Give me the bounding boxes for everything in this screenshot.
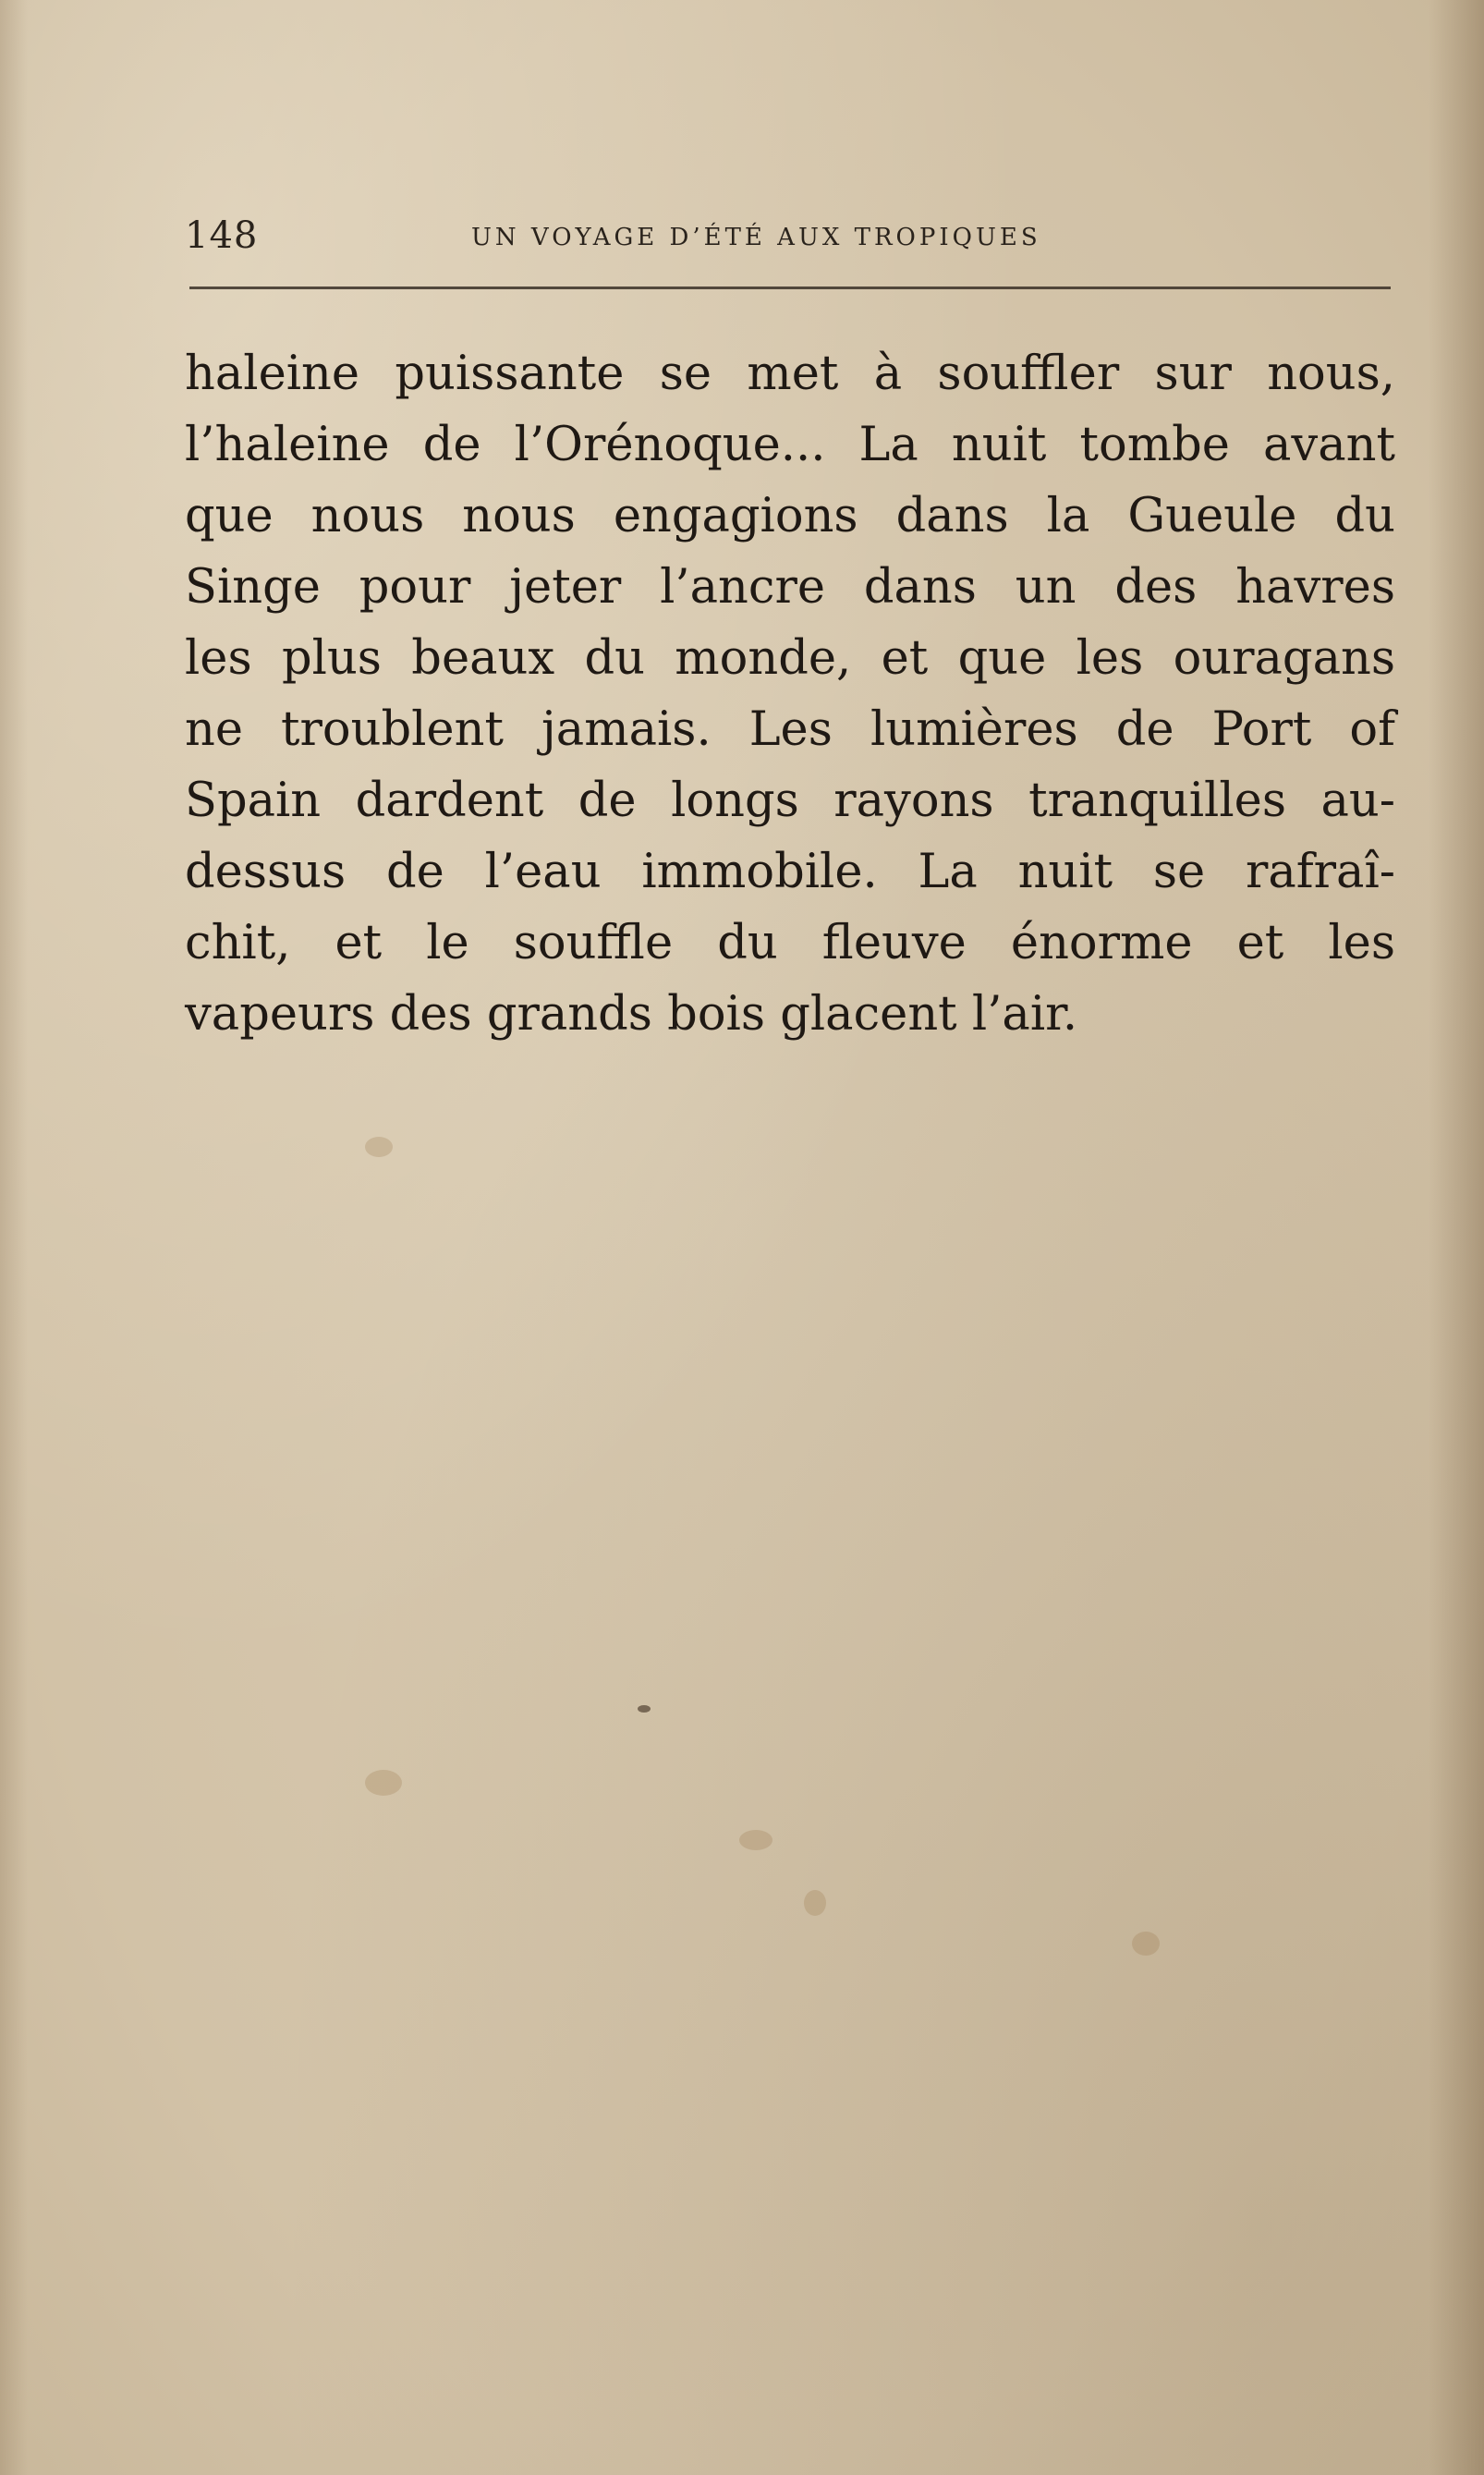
paper-stain — [638, 1705, 651, 1713]
body-paragraph — [185, 338, 1395, 1050]
text-line: chit, et le souffle du fleuve énorme et les — [185, 916, 1395, 970]
paper-stain — [365, 1137, 393, 1157]
text-line: que nous nous engagions dans la Gueule du — [185, 489, 1395, 543]
page-right-edge-shadow — [1429, 0, 1484, 2475]
page-number: 148 — [185, 214, 259, 257]
paper-stain — [804, 1890, 826, 1916]
text-line: Spain dardent de longs rayons tranquilles au- — [185, 774, 1395, 828]
text-line: dessus de l’eau immobile. La nuit se rafraî- — [185, 845, 1395, 899]
running-header — [185, 211, 1391, 266]
text-line: Singe pour jeter l’ancre dans un des havres — [185, 560, 1395, 615]
text-line: l’haleine de l’Orénoque... La nuit tombe avant — [185, 418, 1395, 472]
paper-stain — [739, 1830, 772, 1850]
header-rule — [189, 287, 1391, 289]
page-left-edge-shadow — [0, 0, 28, 2475]
running-head-title: UN VOYAGE D’ÉTÉ AUX TROPIQUES — [471, 224, 1041, 251]
text-line: ne troublent jamais. Les lumières de Port of — [185, 702, 1395, 757]
text-line: les plus beaux du monde, et que les ouragans — [185, 631, 1395, 686]
paper-stain — [1132, 1932, 1160, 1956]
paper-stain — [365, 1770, 402, 1796]
text-line: haleine puissante se met à souffler sur nous, — [185, 347, 1395, 401]
text-line: vapeurs des grands bois glacent l’air. — [185, 987, 1078, 1042]
